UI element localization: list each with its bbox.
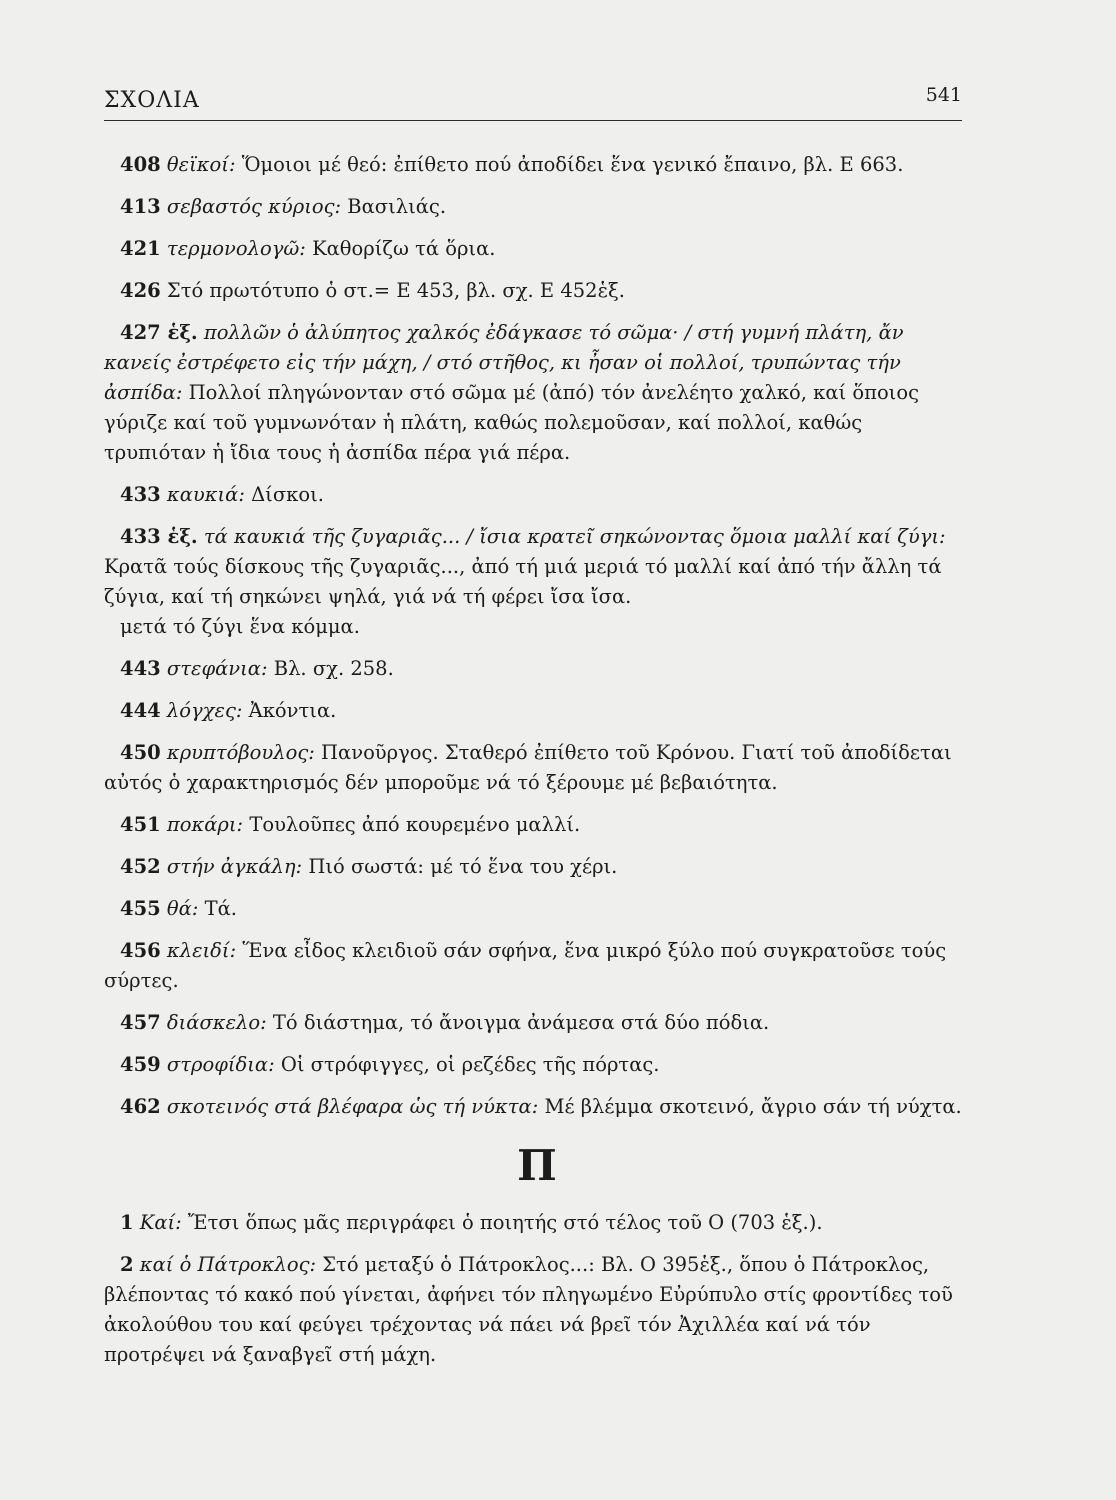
note-entry <box>104 1208 970 1238</box>
note-text: Ὅμοιοι μέ θεό: ἐπίθετο πού ἀποδίδει ἕνα γενικό ἔπαινο, βλ. Ε 663. <box>235 153 904 176</box>
note-entry <box>104 936 970 996</box>
note-line-number: 444 <box>120 699 161 722</box>
note-line-number: 426 <box>120 279 161 302</box>
note-line-number: 456 <box>120 939 161 962</box>
note-text: Βλ. σχ. 258. <box>267 657 394 680</box>
note-lemma: ποκάρι: <box>166 813 244 836</box>
note-text: Τό διάστημα, τό ἄνοιγμα ἀνάμεσα στά δύο πόδια. <box>266 1011 770 1034</box>
note-lemma: κρυπτόβουλος: <box>166 741 315 764</box>
note-text: Οἱ στρόφιγγες, οἱ ρεζέδες τῆς πόρτας. <box>274 1053 660 1076</box>
note-entry <box>104 276 970 306</box>
note-lemma: λόγχες: <box>166 699 243 722</box>
note-text: Στό πρωτότυπο ὁ στ.= Ε 453, βλ. σχ. Ε 452ἑξ. <box>166 279 625 302</box>
note-entry <box>104 738 970 798</box>
note-entry <box>104 234 970 264</box>
note-entry <box>104 612 970 642</box>
notes-list-pi <box>104 1208 970 1370</box>
note-lemma: στροφίδια: <box>166 1053 275 1076</box>
note-entry <box>104 894 970 924</box>
note-line-number: 408 <box>120 153 161 176</box>
note-line-number: 2 <box>120 1253 134 1276</box>
note-entry <box>104 654 970 684</box>
note-lemma: στήν ἀγκάλη: <box>166 855 303 878</box>
note-lemma: σκοτεινός στά βλέφαρα ὡς τή νύκτα: <box>166 1095 539 1118</box>
note-line-number: 433 <box>120 483 161 506</box>
note-lemma: καί ὁ Πάτροκλος: <box>139 1253 317 1276</box>
note-line-number: 455 <box>120 897 161 920</box>
note-line-number: 462 <box>120 1095 161 1118</box>
note-text: Ἀκόντια. <box>242 699 337 722</box>
note-text: Βασιλιάς. <box>341 195 447 218</box>
note-line-number: 459 <box>120 1053 161 1076</box>
note-lemma: κλειδί: <box>166 939 237 962</box>
note-lemma: στεφάνια: <box>166 657 268 680</box>
note-lemma: καυκιά: <box>166 483 245 506</box>
note-lemma: Καί: <box>139 1211 182 1234</box>
note-line-number: 451 <box>120 813 161 836</box>
page-header <box>104 80 962 121</box>
note-line-number: 433 ἑξ. <box>120 525 198 548</box>
note-entry <box>104 1250 970 1370</box>
note-text: Τουλοῦπες ἀπό κουρεμένο μαλλί. <box>243 813 581 836</box>
note-line-number: 457 <box>120 1011 161 1034</box>
note-lemma: θά: <box>166 897 199 920</box>
notes-list-rho <box>104 150 970 1122</box>
note-line-number: 421 <box>120 237 161 260</box>
note-entry <box>104 150 970 180</box>
note-entry <box>104 522 970 612</box>
running-head: ΣΧΟΛΙΑ <box>104 88 200 113</box>
note-line-number: 450 <box>120 741 161 764</box>
note-lemma: διάσκελο: <box>166 1011 267 1034</box>
notes-body <box>104 150 970 1382</box>
note-text: μετά τό ζύγι ἕνα κόμμα. <box>120 615 360 638</box>
note-lemma: θεϊκοί: <box>166 153 236 176</box>
note-line-number: 427 ἑξ. <box>120 321 198 344</box>
note-entry <box>104 852 970 882</box>
note-text: Πολλοί πληγώνονταν στό σῶμα μέ (ἀπό) τόν ἀνελέητο χαλκό, καί ὅποιος γύριζε καί τοῦ γυμνωνόταν ἡ πλάτη, καθώς πολεμοῦσαν, καί πολλοί, καθώς τρυπιόταν ἡ ἴδια τους ἡ ἀσπίδα πέρα γιά πέρα. <box>104 381 919 464</box>
note-text: Καθορίζω τά ὅρια. <box>305 237 496 260</box>
note-text: Ἔτσι ὅπως μᾶς περιγράφει ὁ ποιητής στό τέλος τοῦ Ο (703 ἑξ.). <box>181 1211 823 1234</box>
note-line-number: 1 <box>120 1211 134 1234</box>
note-line-number: 413 <box>120 195 161 218</box>
note-text: Τά. <box>198 897 237 920</box>
note-entry <box>104 1092 970 1122</box>
note-entry <box>104 696 970 726</box>
note-lemma: πολλῶν ὁ ἀλύπητος χαλκός ἐδάγκασε τό σῶμα· / στή γυμνή πλάτη, ἄν κανείς ἐστρέφετο εἰς τήν μάχη, / στό στῆθος, κι ἦσαν οἱ πολλοί, τρυπώντας τήν ἀσπίδα: <box>104 321 904 404</box>
note-text: Πιό σωστά: μέ τό ἕνα του χέρι. <box>302 855 618 878</box>
note-text: Μέ βλέμμα σκοτεινό, ἄγριο σάν τή νύχτα. <box>538 1095 962 1118</box>
note-entry <box>104 318 970 468</box>
note-line-number: 443 <box>120 657 161 680</box>
note-lemma: τερμονολογῶ: <box>166 237 306 260</box>
note-entry <box>104 1050 970 1080</box>
page-number: 541 <box>925 84 962 106</box>
note-text: Ἕνα εἶδος κλειδιοῦ σάν σφήνα, ἕνα μικρό ξύλο πού συγκρατοῦσε τούς σύρτες. <box>104 939 947 992</box>
note-entry <box>104 810 970 840</box>
note-text: Κρατᾶ τούς δίσκους τῆς ζυγαριᾶς..., ἀπό τή μιά μεριά τό μαλλί καί ἀπό τήν ἄλλη τά ζύγια, καί τή σηκώνει ψηλά, γιά νά τή φέρει ἴσα ἴσα. <box>104 555 942 608</box>
note-entry <box>104 480 970 510</box>
section-letter: Π <box>517 1141 557 1190</box>
note-lemma: σεβαστός κύριος: <box>166 195 342 218</box>
note-text: Δίσκοι. <box>244 483 324 506</box>
note-text: Πανοῦργος. Σταθερό ἐπίθετο τοῦ Κρόνου. Γιατί τοῦ ἀποδίδεται αὐτός ὁ χαρακτηρισμός δέν μποροῦμε νά τό ξέρουμε μέ βεβαιότητα. <box>104 741 952 794</box>
note-entry <box>104 192 970 222</box>
note-entry <box>104 1008 970 1038</box>
note-text: Στό μεταξύ ὁ Πάτροκλος...: Βλ. Ο 395ἑξ., ὅπου ὁ Πάτροκλος, βλέποντας τό κακό πού γίνεται, ἀφήνει τόν πληγωμένο Εὐρύπυλο στίς φροντίδες τοῦ ἀκολούθου του καί φεύγει τρέχοντας νά πάει νά βρεῖ τόν Ἀχιλλέα καί νά τόν προτρέψει νά ξαναβγεῖ στή μάχη. <box>104 1253 953 1366</box>
note-line-number: 452 <box>120 855 161 878</box>
note-lemma: τά καυκιά τῆς ζυγαριᾶς... / ἴσια κρατεῖ σηκώνοντας ὅμοια μαλλί καί ζύγι: <box>203 525 946 548</box>
